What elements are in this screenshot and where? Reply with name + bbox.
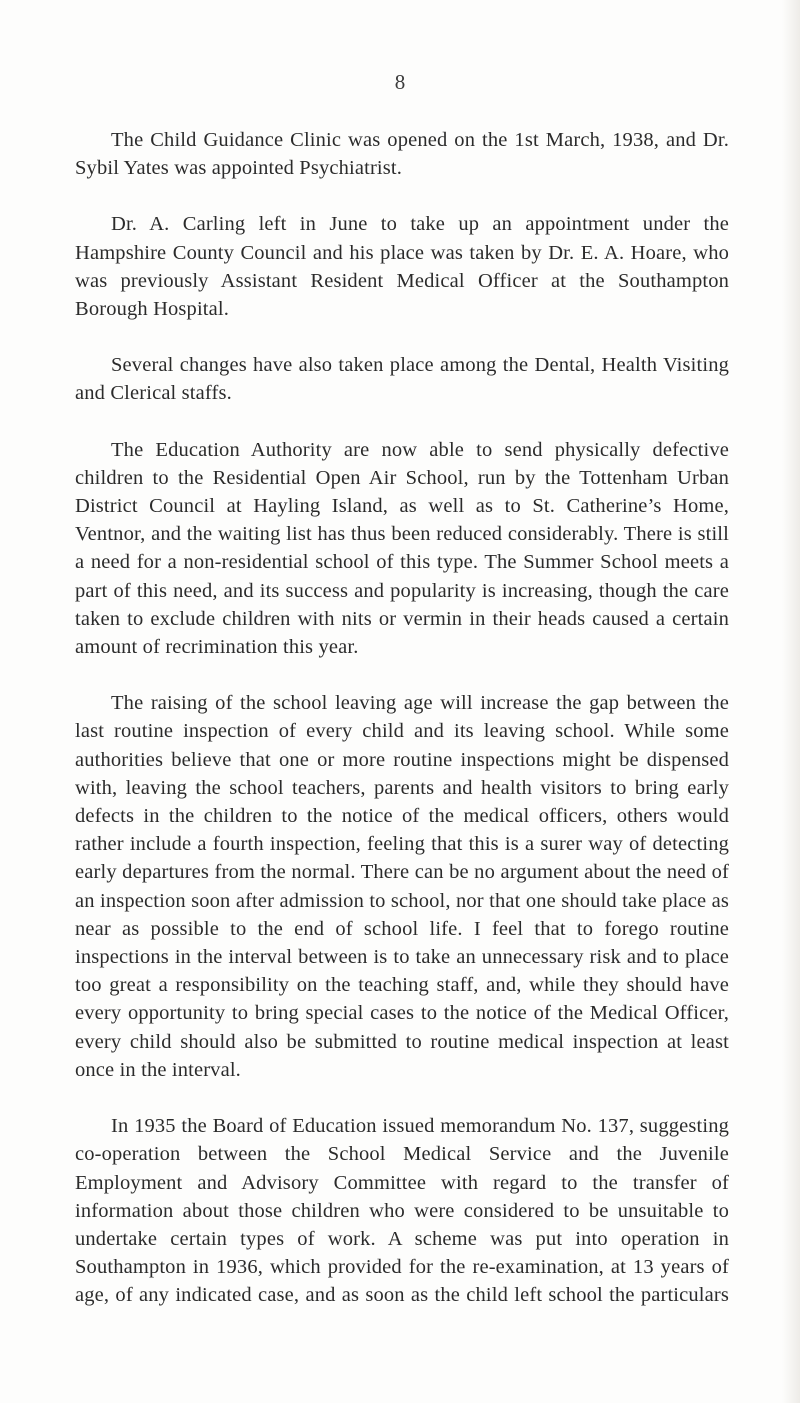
- paragraph-school-leaving-age: The raising of the school leaving age will increase the gap between the last routine inspection of every child and its leaving school. While some authorities believe that one or more routine inspections might be dispensed with, leaving the school teachers, parents and health visitors to bring early defects in the children to the notice of the medical officers, others would rather include a fourth inspection, feeling that this is a surer way of detecting early departures from the normal. There can be no argument about the need of an inspection soon after admission to school, nor that one should take place as near as possible to the end of school life. I feel that to forego routine inspections in the interval between is to take an unnecessary risk and to place too great a responsibility on the teaching staff, and, while they should have every opportunity to bring special cases to the notice of the Medical Officer, every child should also be submitted to routine medical inspection at least once in the interval.: [75, 692, 729, 1081]
- paragraph-open-air-school: The Education Authority are now able to send physically defective children to the Residential Open Air School, run by the Tottenham Urban District Council at Hayling Island, as well as to St. Catherine’s Home, Ventnor, and the waiting list has thus been reduced considerably. There is still a need for a non-residential school of this type. The Summer School meets a part of this need, and its success and popularity is increasing, though the care taken to exclude children with nits or vermin in their heads caused a certain amount of recrimination this year.: [75, 438, 729, 659]
- paragraph-board-of-education-memorandum: In 1935 the Board of Education issued memorandum No. 137, suggesting co-operation between the School Medical Service and the Juvenile Employment and Advisory Committee with regard to the transfer of information about those children who were considered to be unsuitable to undertake certain types of work. A scheme was put into operation in Southampton in 1936, which provided for the re-examination, at 13 years of age, of any indicated case, and as soon as the child left school the particulars: [75, 1115, 729, 1307]
- paragraph-dental-health-staff: Several changes have also taken place among the Dental, Health Visiting and Clerical staffs.: [75, 354, 729, 405]
- page-number: 8: [394, 70, 406, 94]
- body-text: [75, 126, 729, 1338]
- page-edge-shadow: [782, 0, 800, 1403]
- paragraph-staff-changes: Dr. A. Carling left in June to take up an appointment under the Hampshire County Council and his place was taken by Dr. E. A. Hoare, who was previously Assistant Resident Medical Officer at the Southampton Borough Hospital.: [75, 213, 729, 321]
- paragraph-child-guidance-clinic: The Child Guidance Clinic was opened on the 1st March, 1938, and Dr. Sybil Yates was appointed Psychiatrist.: [75, 129, 729, 180]
